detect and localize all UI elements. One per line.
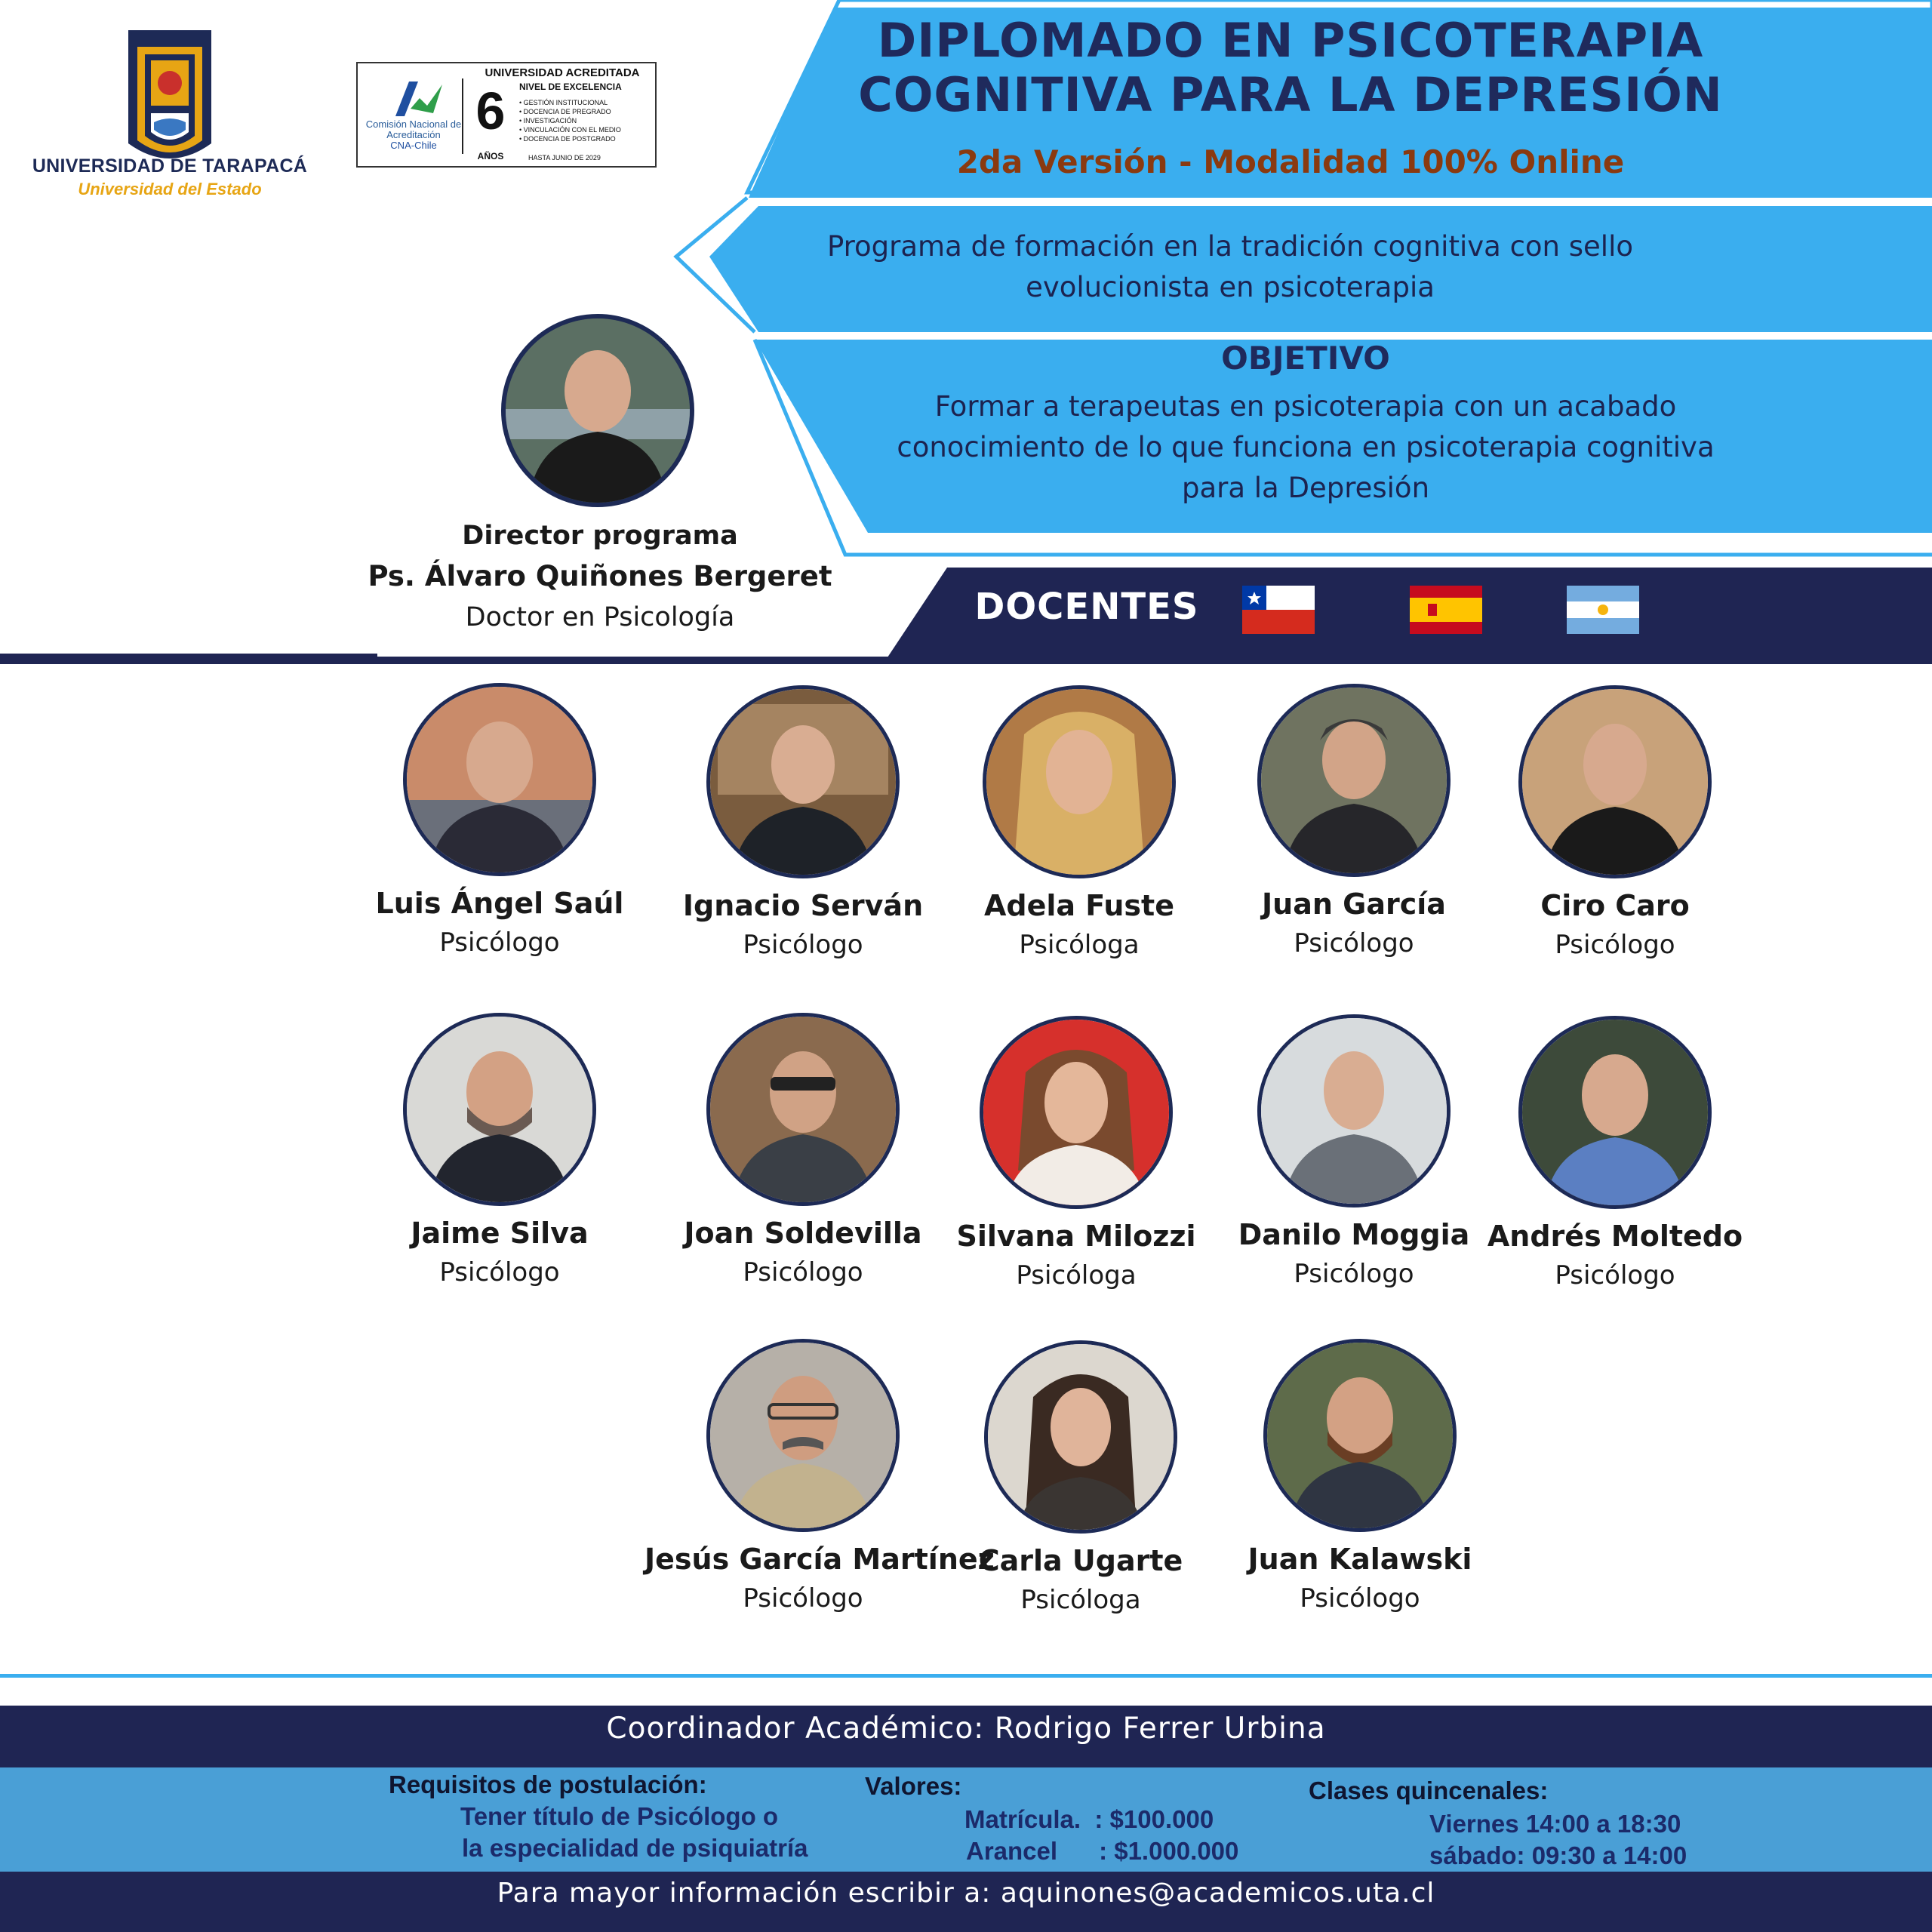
faculty-name: Juan Kalawski (1247, 1543, 1472, 1576)
faculty-member (918, 1016, 1235, 1291)
faculty-photo (983, 685, 1176, 878)
cna-logo-icon (385, 78, 445, 118)
classes-line-1: Viernes 14:00 a 18:30 (1429, 1810, 1681, 1838)
faculty-photo (706, 685, 900, 878)
faculty-photo (1263, 1339, 1457, 1532)
values-fee: Arancel : $1.000.000 (966, 1837, 1239, 1865)
faculty-role: Psicólogo (1294, 1259, 1414, 1289)
accreditation-seal (356, 62, 657, 168)
faculty-role: Psicólogo (439, 928, 560, 958)
university-shield-logo (53, 30, 287, 204)
faculty-member (922, 1340, 1239, 1615)
cna-organization: Comisión Nacional de Acreditación (365, 118, 462, 140)
accreditation-title: UNIVERSIDAD ACREDITADA (485, 66, 640, 79)
faculty-role: Psicóloga (1020, 1585, 1141, 1615)
faculty-name: Ignacio Serván (682, 889, 924, 922)
faculty-photo (706, 1339, 900, 1532)
requirements-heading: Requisitos de postulación: (389, 1770, 707, 1798)
director-photo (501, 314, 694, 507)
faculty-photo (1257, 684, 1451, 877)
spain-flag-icon (1410, 586, 1482, 634)
page-title: DIPLOMADO EN PSICOTERAPIA COGNITIVA PARA LA DEPRESIÓN (858, 13, 1723, 122)
faculty-member (645, 685, 961, 960)
program-description: Programa de formación en la tradición cognitiva con sello evolucionista en psicoterapia (826, 230, 1634, 303)
faculty-name: Carla Ugarte (978, 1544, 1183, 1577)
faculty-photo (706, 1013, 900, 1206)
contact-info: Para mayor información escribir a: aquinones@academicos.uta.cl (497, 1878, 1435, 1909)
faculty-member (1457, 685, 1774, 960)
faculty-role: Psicólogo (1555, 930, 1675, 960)
docentes-heading: DOCENTES (974, 586, 1199, 628)
accreditation-areas: • GESTIÓN INSTITUCIONAL • DOCENCIA DE PREGRADO • INVESTIGACIÓN • VINCULACIÓN CON EL MEDIO • DOCENCIA DE POSTGRADO (519, 99, 621, 143)
faculty-photo (980, 1016, 1173, 1209)
director-role: Director programa (462, 521, 738, 551)
academic-coordinator: Coordinador Académico: Rodrigo Ferrer Urbina (606, 1712, 1326, 1746)
faculty-member (645, 1339, 995, 1614)
faculty-role: Psicólogo (1300, 1583, 1420, 1614)
faculty-role: Psicóloga (1016, 1260, 1137, 1291)
faculty-name: Jesús García Martínez (645, 1543, 995, 1576)
objective-heading: OBJETIVO (1221, 340, 1390, 377)
argentina-flag-icon (1567, 586, 1639, 634)
faculty-name: Adela Fuste (984, 889, 1174, 922)
values-heading: Valores: (865, 1772, 962, 1800)
classes-heading: Clases quincenales: (1309, 1777, 1549, 1804)
faculty-name: Joan Soldevilla (684, 1217, 922, 1250)
faculty-role: Psicólogo (743, 1583, 863, 1614)
faculty-role: Psicóloga (1019, 930, 1140, 960)
faculty-member (1201, 1339, 1518, 1614)
faculty-photo (403, 683, 596, 876)
accreditation-level: NIVEL DE EXCELENCIA (519, 82, 622, 92)
university-name: UNIVERSIDAD DE TARAPACÁ (32, 155, 308, 177)
faculty-name: Juan García (1262, 888, 1446, 921)
faculty-role: Psicólogo (1555, 1260, 1675, 1291)
faculty-photo (984, 1340, 1177, 1534)
chile-flag-icon (1242, 586, 1315, 634)
faculty-role: Psicólogo (439, 1257, 560, 1287)
faculty-member (645, 1013, 961, 1287)
faculty-name: Silvana Milozzi (956, 1220, 1196, 1253)
values-enrollment: Matrícula. : $100.000 (964, 1805, 1214, 1833)
faculty-name: Jaime Silva (411, 1217, 589, 1250)
faculty-role: Psicólogo (743, 930, 863, 960)
faculty-member (921, 685, 1238, 960)
faculty-photo (403, 1013, 596, 1206)
university-tagline: Universidad del Estado (78, 180, 262, 198)
faculty-role: Psicólogo (743, 1257, 863, 1287)
faculty-name: Andrés Moltedo (1487, 1220, 1743, 1253)
faculty-member (341, 1013, 658, 1287)
page-subtitle: 2da Versión - Modalidad 100% Online (956, 143, 1625, 180)
classes-line-2: sábado: 09:30 a 14:00 (1429, 1841, 1687, 1869)
cna-organization-short: CNA-Chile (390, 140, 437, 151)
faculty-name: Danilo Moggia (1238, 1218, 1470, 1251)
faculty-photo (1518, 1016, 1712, 1209)
faculty-photo (1257, 1014, 1451, 1208)
faculty-name: Ciro Caro (1540, 889, 1690, 922)
faculty-role: Psicólogo (1294, 928, 1414, 958)
objective-text: Formar a terapeutas en psicoterapia con un acabado conocimiento de lo que funciona en psicoterapia cognitiva para la Depresión (897, 390, 1715, 504)
requirements-line-2: la especialidad de psiquiatría (462, 1834, 808, 1862)
accreditation-years: 6 (475, 82, 506, 140)
accreditation-years-label: AÑOS (477, 151, 504, 162)
director-name: Ps. Álvaro Quiñones Bergeret (368, 560, 832, 592)
faculty-member (1457, 1016, 1774, 1291)
faculty-photo (1518, 685, 1712, 878)
director-degree: Doctor en Psicología (465, 602, 735, 632)
requirements-line-1: Tener título de Psicólogo o (460, 1802, 779, 1830)
faculty-member (341, 683, 658, 958)
accreditation-valid-until: HASTA JUNIO DE 2029 (528, 154, 601, 162)
faculty-name: Luis Ángel Saúl (375, 887, 624, 920)
